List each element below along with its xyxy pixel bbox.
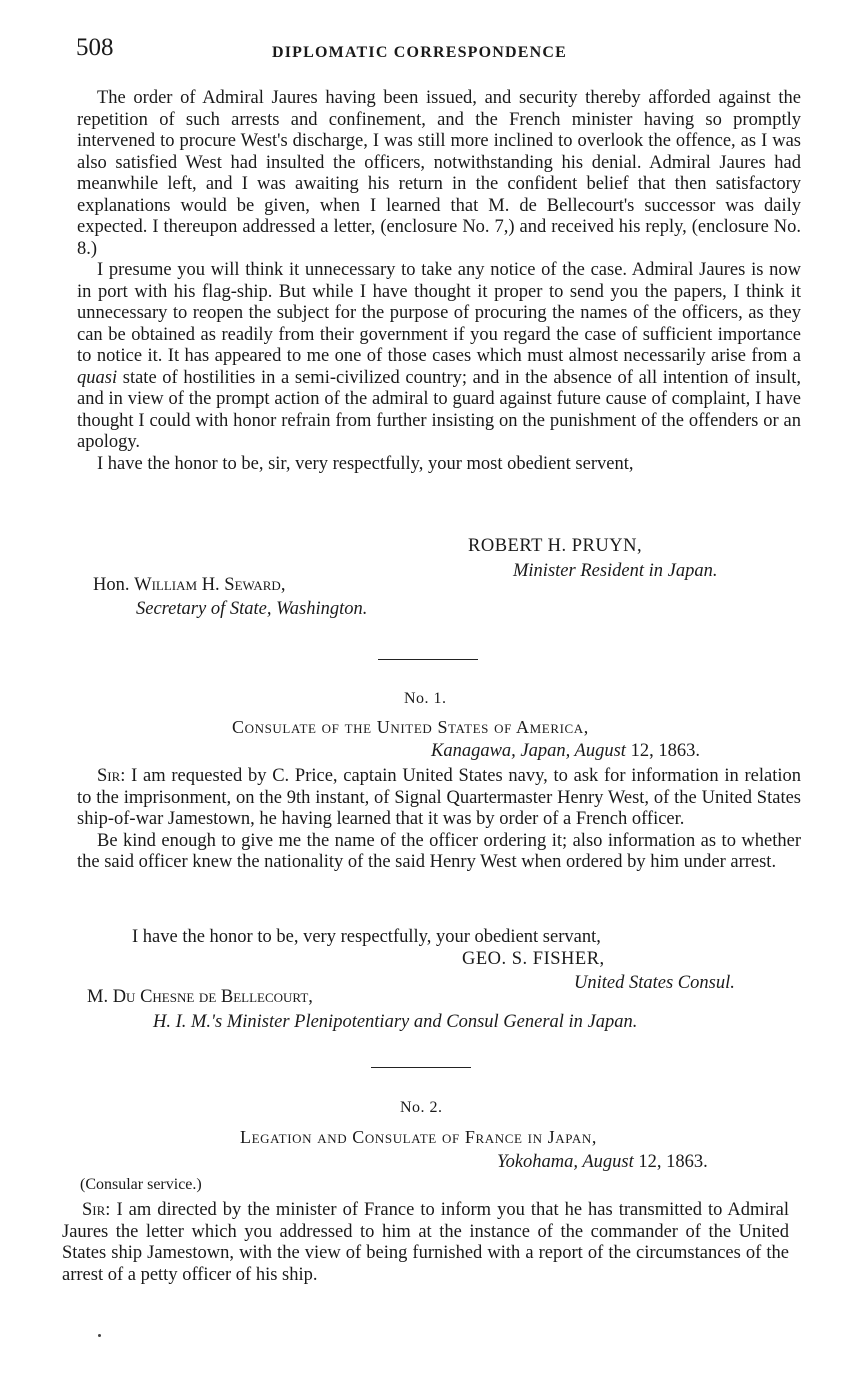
- enclosure-1-paragraph-2: Be kind enough to give me the name of the officer ordering it; also information as to whether the said officer knew the nationality of the said Henry West when ordered by him under arrest.: [77, 830, 801, 872]
- letter-closing: I have the honor to be, sir, very respectfully, your most obedient servent,: [97, 453, 634, 474]
- enclosure-1-addressee-name: M. Du Chesne de Bellecourt,: [87, 987, 313, 1007]
- enclosure-2-body-text-1: I am directed by the minister of France to inform you that he has transmitted to Admiral Jaures the letter which you addressed to him at the instance of the commander of the United States ship Jamestown, with the view of being furnished with a report of the circumstances of the arrest of a petty officer of his ship.: [62, 1200, 789, 1285]
- enclosure-1-number: No. 1.: [404, 690, 447, 707]
- letter-addressee-name: William H. Seward,: [134, 575, 286, 595]
- letter-addressee-prefix: Hon.: [93, 575, 135, 595]
- letter-paragraph-2: [77, 260, 801, 454]
- enclosure-1-heading: Consulate of the United States of America,: [232, 717, 589, 737]
- enclosure-2-place-date: [497, 1152, 708, 1173]
- section-divider-2: [371, 1067, 471, 1068]
- letter-paragraph-1: The order of Admiral Jaures having been issued, and security thereby afforded against the repetition of such arrests and confinement, and the French minister having so promptly intervened to procure West's discharge, I was still more inclined to overlook the offence, as I was also satisfied West had insulted the officers, notwithstanding his denial. Admiral Jaures had meanwhile left, and I was awaiting his return in the confident belief that then satisfactory explanations would be given, when I learned that M. de Bellecourt's successor was daily expected. I thereupon addressed a letter, (enclosure No. 7,) and received his reply, (enclosure No. 8.): [77, 88, 801, 259]
- letter-addressee-title: Secretary of State, Washington.: [136, 599, 368, 619]
- page-header: [76, 34, 796, 68]
- enclosure-1-paragraph-1: [77, 766, 801, 831]
- enclosure-1-place: Kanagawa, Japan, August: [431, 741, 626, 761]
- enclosure-2-body: [62, 1200, 789, 1286]
- enclosure-1-body: [77, 766, 801, 874]
- letter-signer-name: ROBERT H. PRUYN,: [468, 536, 643, 556]
- enclosure-1-salutation: Sir:: [97, 766, 126, 786]
- enclosure-1-signer-title: United States Consul.: [574, 973, 735, 993]
- letter-paragraph-2-part-b: state of hostilities in a semi-civilized country; and in the absence of all intention of insult, and in view of the prompt action of the admiral to guard against future cause of complaint, I have thought I could with honor refrain from further insisting on the punishment of the offenders or an apology.: [77, 367, 801, 452]
- section-divider-1: [378, 659, 478, 660]
- letter-paragraph-2-part-a: I presume you will think it unnecessary to take any notice of the case. Admiral Jaures is now in port with his flag-ship. But while I have thought it proper to send you the papers, I think it unnecessary to reopen the subject for the purpose of procuring the names of the officers, as they can be obtained as readily from their government if you regard the case of sufficient importance to notice it. It has appeared to me one of those cases which must almost necessarily arise from a: [77, 260, 801, 366]
- enclosure-2-place: Yokohama, August: [497, 1152, 634, 1172]
- enclosure-1-addressee-title: H. I. M.'s Minister Plenipotentiary and Consul General in Japan.: [153, 1012, 638, 1032]
- letter-body: [77, 88, 801, 475]
- letter-addressee: [93, 575, 285, 596]
- letter-signer-title: Minister Resident in Japan.: [513, 561, 718, 581]
- enclosure-1-signer-name: GEO. S. FISHER,: [462, 949, 605, 969]
- enclosure-2-paragraph-1: [62, 1200, 789, 1286]
- enclosure-2-salutation: Sir:: [82, 1200, 111, 1220]
- enclosure-2-number: No. 2.: [400, 1099, 443, 1116]
- enclosure-2-heading: Legation and Consulate of France in Japan,: [240, 1127, 597, 1147]
- running-head: DIPLOMATIC CORRESPONDENCE: [272, 44, 568, 61]
- enclosure-2-service-note: (Consular service.): [80, 1176, 202, 1193]
- enclosure-1-closing: I have the honor to be, very respectfully, your obedient servant,: [132, 927, 601, 947]
- enclosure-1-date: 12, 1863.: [625, 741, 700, 761]
- letter-paragraph-2-italic: quasi: [77, 367, 118, 388]
- enclosure-1-place-date: [431, 741, 700, 762]
- enclosure-1-body-text-1: I am requested by C. Price, captain United States navy, to ask for information in relation to the imprisonment, on the 9th instant, of Signal Quartermaster Henry West, of the United States ship-of-war Jamestown, he having learned that it was by order of a French officer.: [77, 766, 801, 829]
- enclosure-2-date: 12, 1863.: [633, 1152, 708, 1172]
- page-speck: [98, 1334, 101, 1337]
- page-number: 508: [76, 34, 114, 61]
